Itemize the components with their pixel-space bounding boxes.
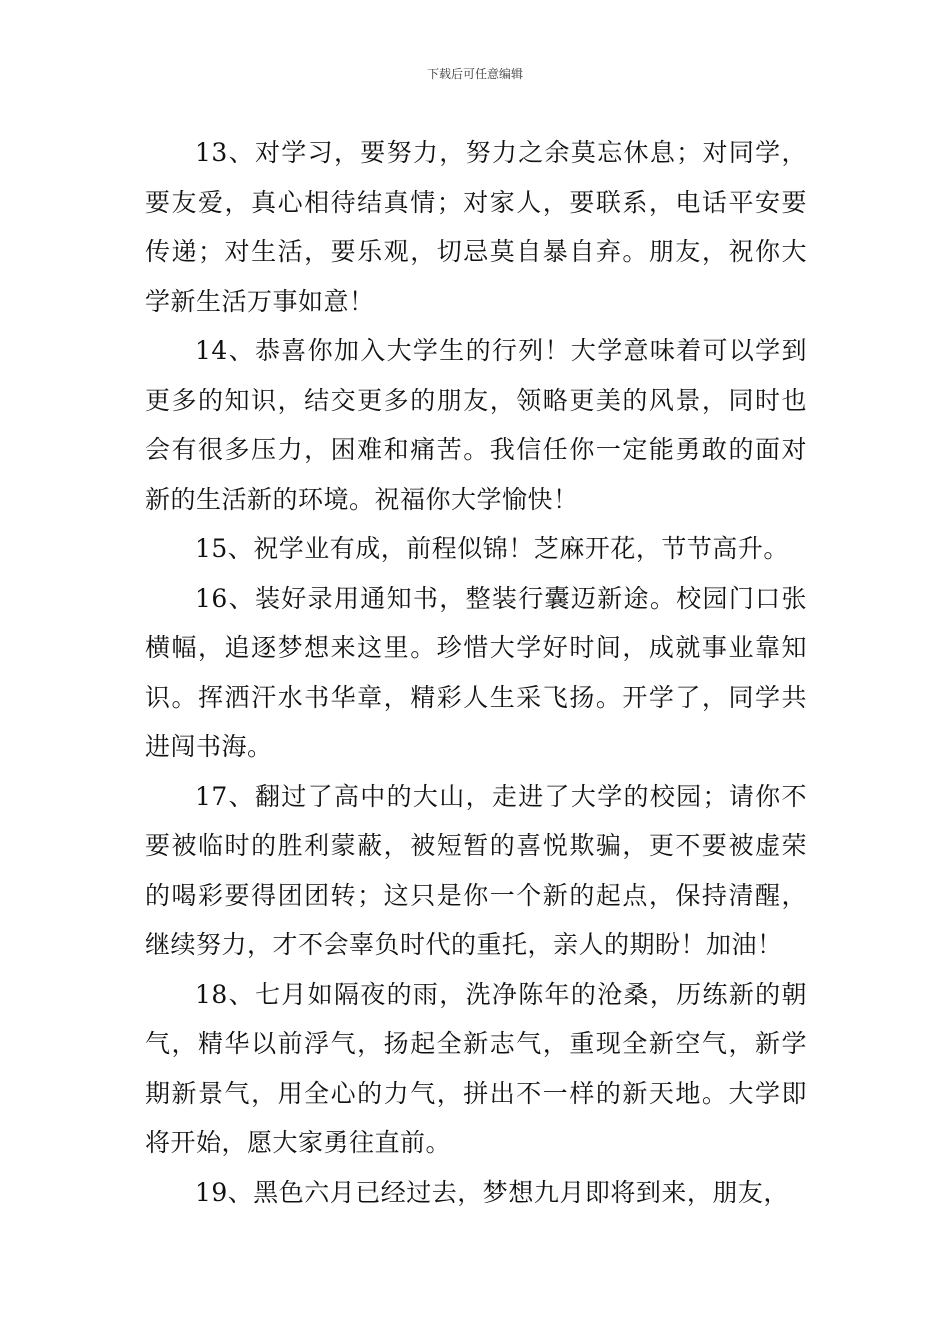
paragraph-17: 17、翻过了高中的大山，走进了大学的校园；请你不要被临时的胜利蒙蔽，被短暂的喜悦欺骗，更不要被虚荣的喝彩要得团团转；这只是你一个新的起点，保持清醒，继续努力，才不会辜负时代的重托，亲人的期盼！加油！ [145, 781, 807, 959]
paragraph-18: 18、七月如隔夜的雨，洗净陈年的沧桑，历练新的朝气，精华以前浮气，扬起全新志气，重现全新空气，新学期新景气，用全心的力气，拼出不一样的新天地。大学即将开始，愿大家勇往直前。 [145, 979, 807, 1157]
document-body [145, 128, 807, 1217]
paragraph-19: 19、黑色六月已经过去，梦想九月即将到来，朋友， [195, 1177, 789, 1207]
paragraph-13: 13、对学习，要努力，努力之余莫忘休息；对同学，要友爱，真心相待结真情；对家人，要联系，电话平安要传递；对生活，要乐观，切忌莫自暴自弃。朋友，祝你大学新生活万事如意！ [145, 138, 807, 316]
paragraph-16: 16、装好录用通知书，整装行囊迈新途。校园门口张横幅，追逐梦想来这里。珍惜大学好时间，成就事业靠知识。挥洒汗水书华章，精彩人生采飞扬。开学了，同学共进闯书海。 [145, 583, 807, 761]
paragraph-15: 15、祝学业有成，前程似锦！芝麻开花，节节高升。 [195, 534, 789, 563]
page-header: 下载后可任意编辑 [426, 67, 523, 81]
paragraph-14: 14、恭喜你加入大学生的行列！大学意味着可以学到更多的知识，结交更多的朋友，领略更美的风景，同时也会有很多压力，困难和痛苦。我信任你一定能勇敢的面对新的生活新的环境。祝福你大学愉快！ [145, 336, 807, 514]
